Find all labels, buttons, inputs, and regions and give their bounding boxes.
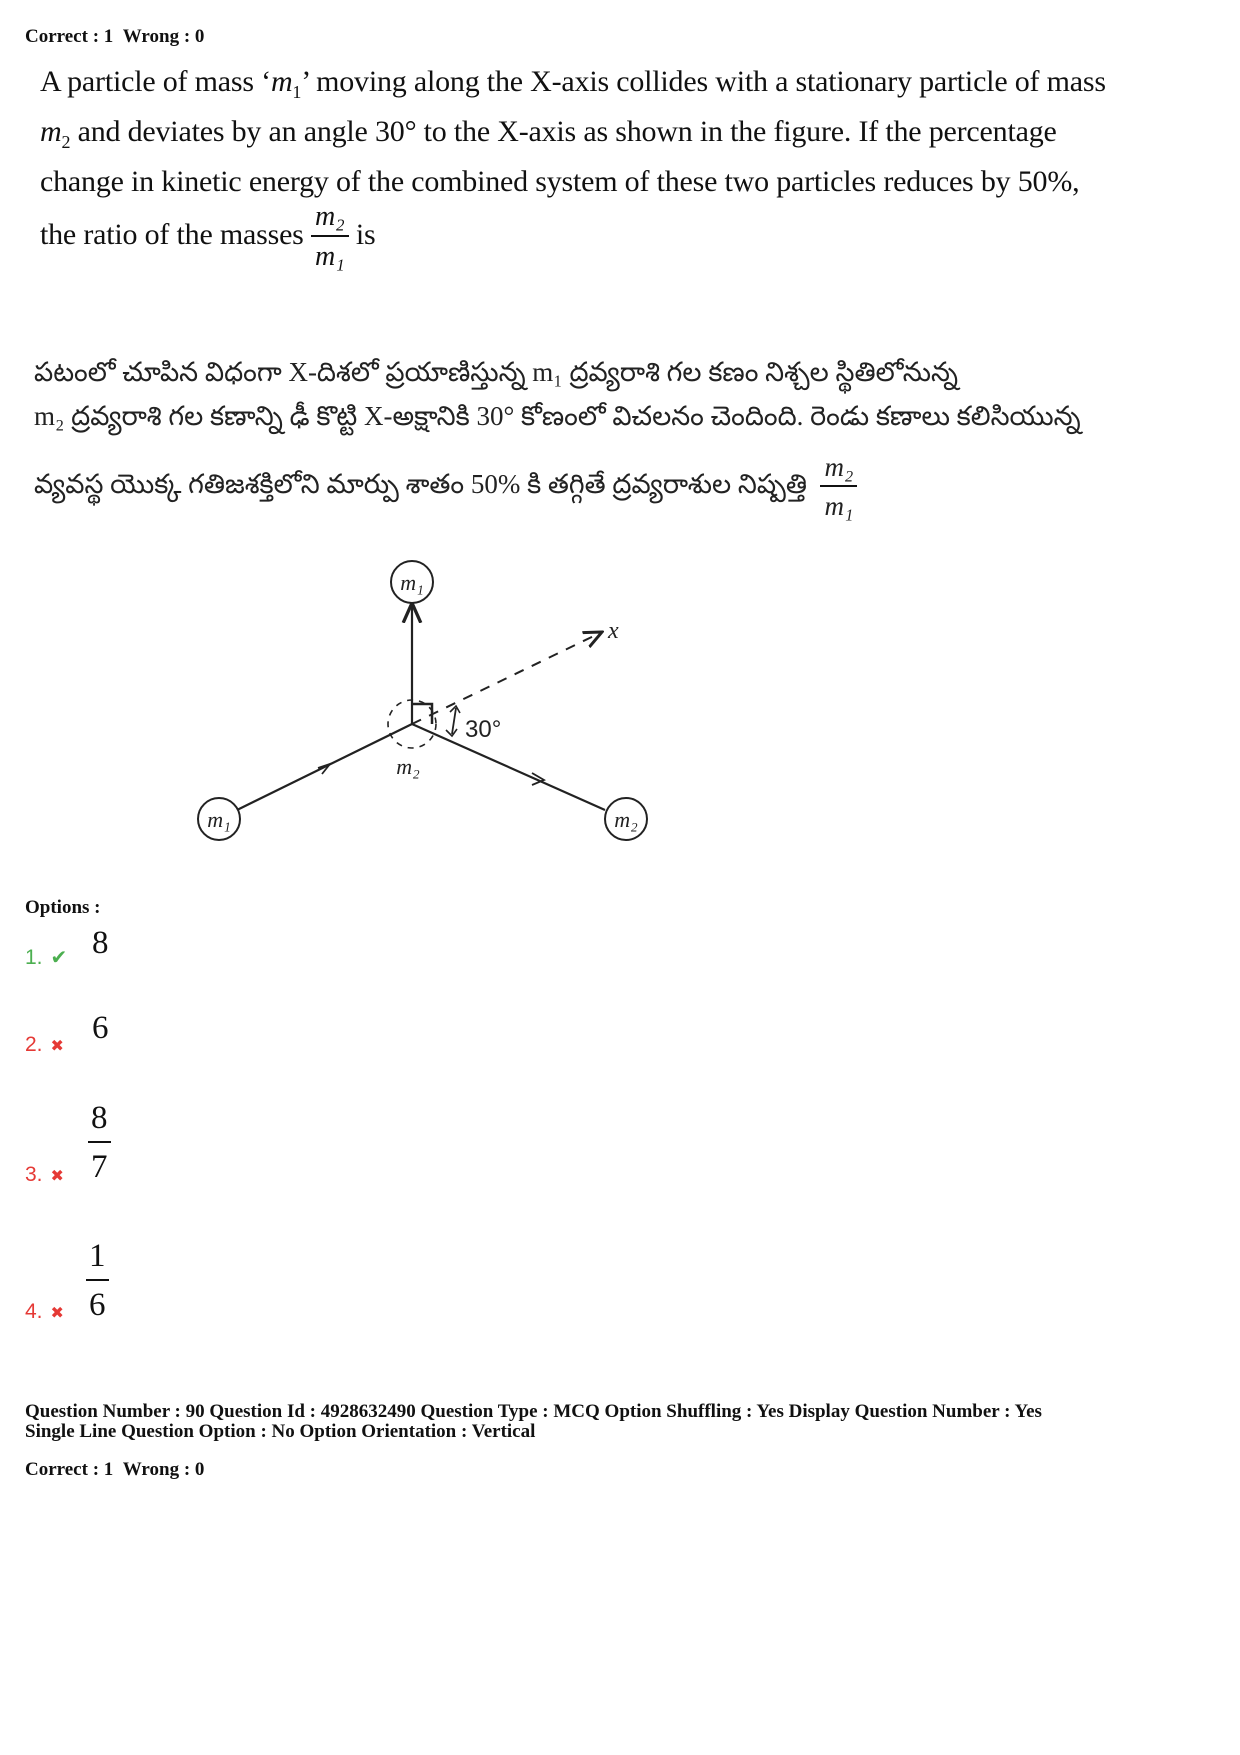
option-2[interactable]: 2. ✖ xyxy=(25,1033,64,1056)
option-2-value: 6 xyxy=(92,1010,109,1046)
m1-incoming-path xyxy=(237,724,412,810)
m2-deflected-path xyxy=(412,724,605,810)
question-text-te xyxy=(34,350,1214,520)
m1-top-label: m₁ xyxy=(400,570,424,595)
metadata-line-1: Question Number : 90 Question Id : 4928632490 Question Type : MCQ Option Shuffling : Yes Display Question Number : Yes xyxy=(25,1401,1042,1422)
option-1-value: 8 xyxy=(92,925,109,961)
metadata-line-2: Single Line Question Option : No Option Orientation : Vertical xyxy=(25,1421,536,1442)
correct-count: Correct : 1 xyxy=(25,1459,114,1480)
te-line-1: పటంలో చూపిన విధంగా X-దిశలో ప్రయాణిస్తున్న m₁ ద్రవ్యరాశి గల కణం నిశ్చల స్థితిలోనున్న xyxy=(34,357,958,387)
te-line-2: m₂ ద్రవ్యరాశి గల కణాన్ని ఢీ కొట్టి X-అక్షానికి 30° కోణంలో విచలనం చెందింది. రెండు కణాలు కలిసియున్న xyxy=(34,401,1081,431)
option-4[interactable]: 4. ✖ xyxy=(25,1300,64,1323)
question-line-3: change in kinetic energy of the combined system of these two particles reduces by 50%, xyxy=(40,165,1080,198)
m2-right-label: m₂ xyxy=(614,807,638,832)
m1-left-label: m₁ xyxy=(207,807,231,832)
correct-count: Correct : 1 xyxy=(25,26,114,47)
option-4-fraction: 1 6 xyxy=(86,1240,109,1322)
te-line-3: వ్యవస్థ యొక్క గతిజశక్తిలోని మార్పు శాతం 50% కి తగ్గితే ద్రవ్యరాశుల నిష్పత్తి $\frac{\text{m₂}}{\text{m₁}}$ xyxy=(34,454,1214,520)
question-line-2: $m_2$ and deviates by an angle 30° to the X-axis as shown in the figure. If the percentage xyxy=(40,115,1057,152)
m2-center-label: m₂ xyxy=(396,754,420,779)
check-icon: ✔ xyxy=(50,947,68,969)
x-axis-label: x xyxy=(608,618,619,644)
question-metadata xyxy=(25,1402,1225,1442)
angle-label: 30° xyxy=(465,716,502,743)
cross-icon: ✖ xyxy=(50,1305,64,1322)
options-title: Options : xyxy=(25,897,101,918)
collision-diagram xyxy=(180,560,680,860)
result-header xyxy=(25,26,204,48)
right-angle-icon xyxy=(412,704,432,724)
wrong-count: Wrong : 0 xyxy=(122,1459,205,1480)
option-3[interactable]: 3. ✖ xyxy=(25,1163,64,1186)
te-mass-ratio-fraction: $\frac{\text{m₂}}{\text{m₁}}$ xyxy=(820,454,857,520)
cross-icon: ✖ xyxy=(50,1168,64,1185)
question-line-1: A particle of mass ‘$m_1$’ moving along the X-axis collides with a stationary particle of mass xyxy=(40,65,1106,102)
wrong-count: Wrong : 0 xyxy=(122,26,205,47)
question-text-en xyxy=(40,62,1210,202)
option-3-fraction: 8 7 xyxy=(88,1102,111,1184)
cross-icon: ✖ xyxy=(50,1038,64,1055)
result-footer xyxy=(25,1459,204,1481)
x-axis-dashed-line xyxy=(412,632,602,724)
option-1[interactable]: 1. ✔ xyxy=(25,946,68,969)
mass-ratio-fraction: $\frac{\text{m₂}}{\text{m₁}}$ xyxy=(311,203,349,271)
question-line-4: the ratio of the masses $\frac{\text{m₂}}{\text{m₁}}$ is xyxy=(40,201,376,272)
